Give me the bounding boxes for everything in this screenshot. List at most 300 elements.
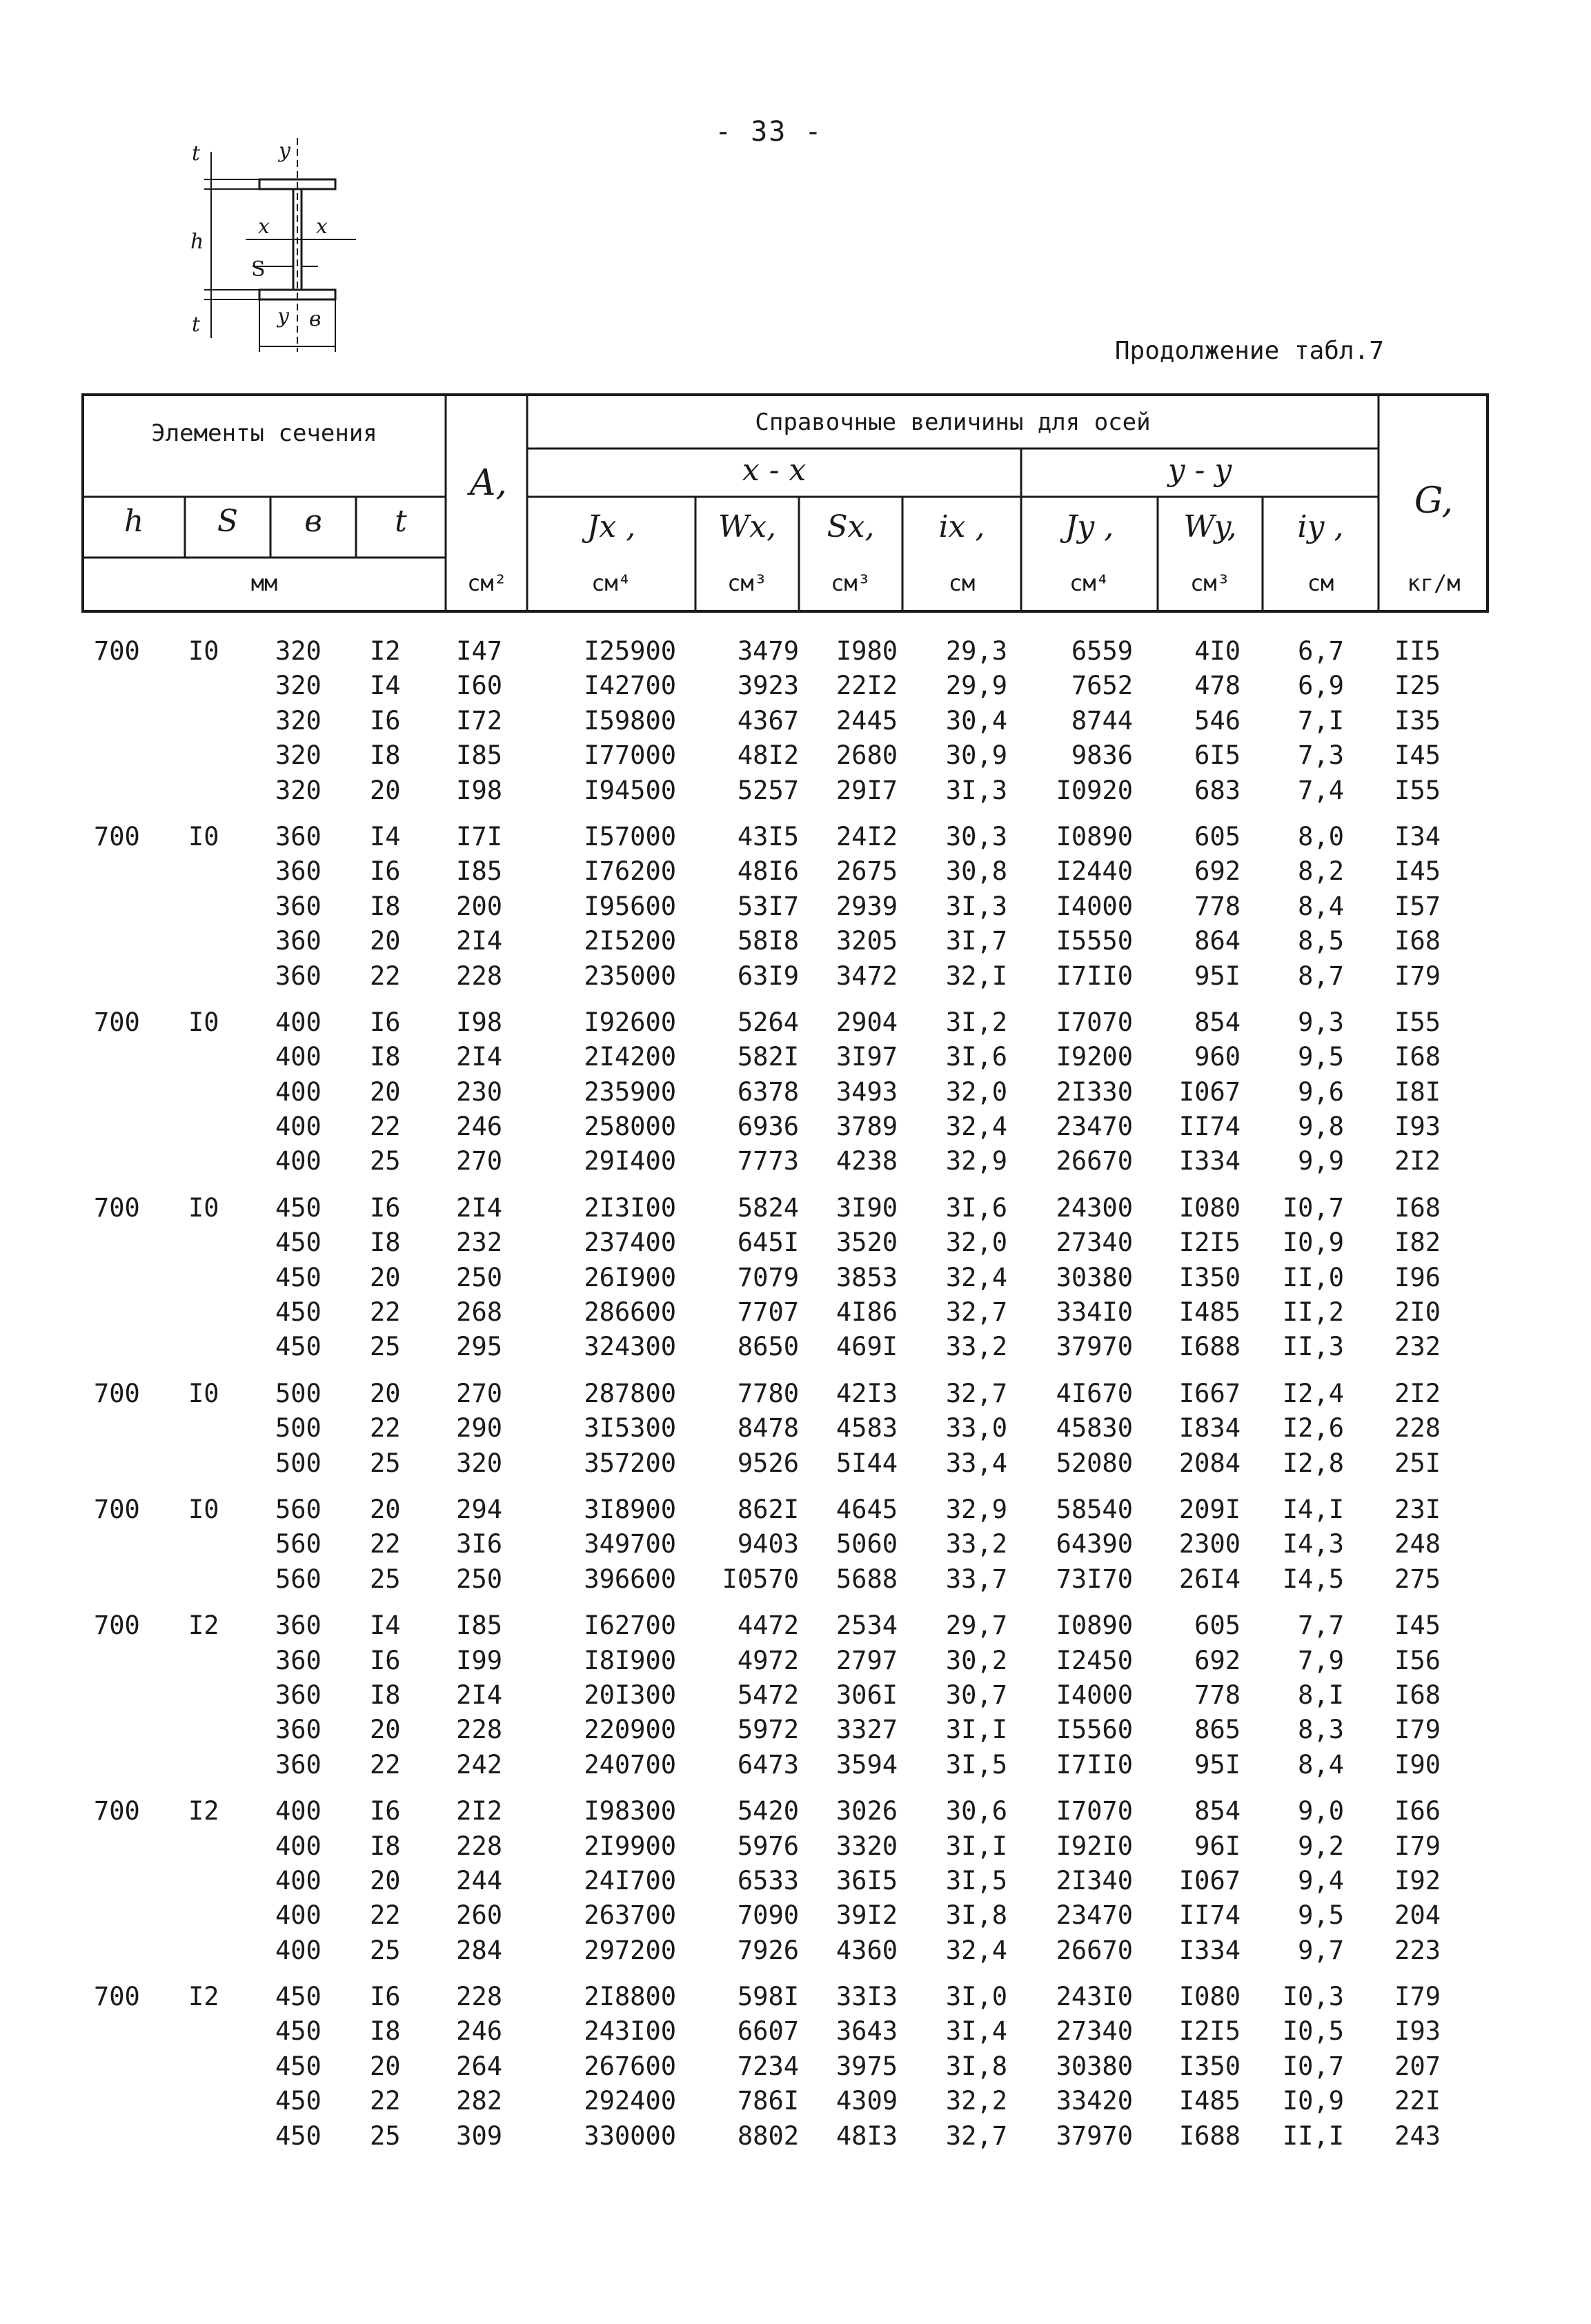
row-group bbox=[81, 1490, 1489, 1595]
cell-Wy: 4I0 bbox=[1194, 636, 1241, 666]
cell-Wy: 778 bbox=[1194, 1680, 1241, 1710]
table-row bbox=[81, 2117, 1489, 2151]
cell-ix: 3I,5 bbox=[945, 1865, 1007, 1895]
cell-G: I79 bbox=[1394, 961, 1441, 991]
cell-A: 268 bbox=[456, 1297, 502, 1328]
cell-Sx: 39I2 bbox=[836, 1900, 898, 1931]
cell-iy: 8,5 bbox=[1298, 926, 1344, 956]
cell-Iy: 6559 bbox=[1071, 636, 1133, 666]
cell-t: 22 bbox=[370, 1900, 401, 1931]
cell-iy: 9,7 bbox=[1298, 1935, 1344, 1965]
table-row bbox=[81, 1444, 1489, 1479]
cell-ix: 33,2 bbox=[945, 1529, 1007, 1559]
cell-Sx: 3I90 bbox=[836, 1192, 898, 1223]
cell-A: 320 bbox=[456, 1448, 502, 1478]
cell-Iy: I5560 bbox=[1056, 1715, 1133, 1745]
cell-G: 22I bbox=[1394, 2086, 1441, 2116]
cell-Wx: 598I bbox=[737, 1982, 799, 2012]
cell-ix: 32,0 bbox=[945, 1228, 1007, 1258]
cell-ix: 32,7 bbox=[945, 1378, 1007, 1408]
cell-Ix: 235900 bbox=[584, 1076, 676, 1107]
cell-A: 290 bbox=[456, 1413, 502, 1444]
cell-b: 400 bbox=[275, 1146, 322, 1176]
cell-iy: II,3 bbox=[1282, 1332, 1344, 1362]
cell-Iy: 27340 bbox=[1056, 2016, 1133, 2047]
cell-iy: 9,6 bbox=[1298, 1076, 1344, 1107]
figure-label-b: в bbox=[309, 307, 322, 331]
cell-t: I6 bbox=[370, 1007, 401, 1037]
cell-Wy: I067 bbox=[1178, 1076, 1241, 1107]
cell-Wy: I485 bbox=[1178, 1297, 1241, 1328]
cell-Wy: I2I5 bbox=[1178, 2016, 1241, 2047]
cell-b: 320 bbox=[275, 671, 322, 701]
cell-Ix: I59800 bbox=[584, 705, 676, 736]
cell-ix: 30,2 bbox=[945, 1645, 1007, 1675]
cell-Sx: 4I86 bbox=[836, 1297, 898, 1328]
cell-iy: I2,6 bbox=[1282, 1413, 1344, 1444]
cell-Ix: 243I00 bbox=[584, 2016, 676, 2047]
cell-Wx: 5257 bbox=[737, 775, 799, 805]
i-beam-section-diagram bbox=[163, 131, 370, 359]
table-row bbox=[81, 1328, 1489, 1362]
cell-t: I6 bbox=[370, 705, 401, 736]
cell-iy: I0,9 bbox=[1282, 2086, 1344, 2116]
cell-b: 400 bbox=[275, 1796, 322, 1826]
cell-b: 450 bbox=[275, 1297, 322, 1328]
cell-Iy: I7II0 bbox=[1056, 961, 1133, 991]
cell-iy: 9,9 bbox=[1298, 1146, 1344, 1176]
cell-Sx: 33I3 bbox=[836, 1982, 898, 2012]
table-row bbox=[81, 818, 1489, 852]
cell-Wx: 7780 bbox=[737, 1378, 799, 1408]
cell-Sx: 3026 bbox=[836, 1796, 898, 1826]
cell-b: 400 bbox=[275, 1935, 322, 1965]
cell-Iy: 26670 bbox=[1056, 1146, 1133, 1176]
cell-s: I2 bbox=[188, 1796, 219, 1826]
row-group bbox=[81, 1375, 1489, 1479]
cell-Wy: 95I bbox=[1194, 961, 1241, 991]
table-row bbox=[81, 1606, 1489, 1641]
row-group bbox=[81, 818, 1489, 992]
cell-iy: 8,4 bbox=[1298, 891, 1344, 921]
table-row bbox=[81, 2047, 1489, 2082]
cell-A: I98 bbox=[456, 775, 502, 805]
cell-iy: I4,3 bbox=[1282, 1529, 1344, 1559]
cell-Sx: 3853 bbox=[836, 1262, 898, 1292]
cell-s: I2 bbox=[188, 1982, 219, 2012]
cell-Iy: 2I340 bbox=[1056, 1865, 1133, 1895]
figure-label-y-bottom: y bbox=[277, 304, 289, 328]
cell-Wx: 7773 bbox=[737, 1146, 799, 1176]
cell-b: 360 bbox=[275, 926, 322, 956]
cell-Ix: 29I400 bbox=[584, 1146, 676, 1176]
cell-b: 400 bbox=[275, 1831, 322, 1861]
cell-Wy: 26I4 bbox=[1178, 1564, 1241, 1594]
header-col-G: G, bbox=[1414, 480, 1454, 522]
cell-ix: 32,0 bbox=[945, 1076, 1007, 1107]
cell-s: I0 bbox=[188, 1494, 219, 1524]
cell-Iy: 23470 bbox=[1056, 1900, 1133, 1931]
cell-ix: 30,8 bbox=[945, 856, 1007, 887]
cell-Ix: 3I8900 bbox=[584, 1494, 676, 1524]
cell-Sx: 5060 bbox=[836, 1529, 898, 1559]
cell-b: 360 bbox=[275, 1611, 322, 1641]
header-col-Wx: Wx, bbox=[718, 509, 777, 544]
cell-G: I96 bbox=[1394, 1262, 1441, 1292]
cell-Iy: I7070 bbox=[1056, 1796, 1133, 1826]
table-row bbox=[81, 1038, 1489, 1072]
page-number: - 33 - bbox=[715, 116, 823, 148]
header-col-h: h bbox=[123, 504, 144, 539]
cell-b: 450 bbox=[275, 2086, 322, 2116]
cell-Iy: I5550 bbox=[1056, 926, 1133, 956]
cell-ix: 3I,7 bbox=[945, 926, 1007, 956]
cell-ix: 32,I bbox=[945, 961, 1007, 991]
cell-Wy: I2I5 bbox=[1178, 1228, 1241, 1258]
cell-Iy: 58540 bbox=[1056, 1494, 1133, 1524]
cell-Wx: 4472 bbox=[737, 1611, 799, 1641]
cell-iy: 8,0 bbox=[1298, 821, 1344, 851]
cell-A: 250 bbox=[456, 1262, 502, 1292]
cell-b: 560 bbox=[275, 1564, 322, 1594]
header-reference-values: Справочные величины для осей bbox=[755, 408, 1151, 436]
cell-h: 700 bbox=[94, 1796, 140, 1826]
cell-Wy: 683 bbox=[1194, 775, 1241, 805]
cell-iy: 9,3 bbox=[1298, 1007, 1344, 1037]
cell-G: I79 bbox=[1394, 1831, 1441, 1861]
cell-t: 22 bbox=[370, 1112, 401, 1142]
cell-h: 700 bbox=[94, 1611, 140, 1641]
table-continuation-label: Продолжение табл.7 bbox=[1114, 337, 1384, 365]
table-row bbox=[81, 1978, 1489, 2012]
cell-G: I56 bbox=[1394, 1645, 1441, 1675]
cell-Ix: I25900 bbox=[584, 636, 676, 666]
cell-Sx: 5688 bbox=[836, 1564, 898, 1594]
cell-Wx: 5972 bbox=[737, 1715, 799, 1745]
header-unit-A: см² bbox=[467, 570, 507, 596]
cell-Wx: 5976 bbox=[737, 1831, 799, 1861]
cell-Wx: 6607 bbox=[737, 2016, 799, 2047]
cell-Iy: I0890 bbox=[1056, 1611, 1133, 1641]
cell-A: 270 bbox=[456, 1146, 502, 1176]
cell-iy: 8,2 bbox=[1298, 856, 1344, 887]
cell-ix: 3I,8 bbox=[945, 1900, 1007, 1931]
table-row bbox=[81, 1560, 1489, 1595]
cell-Sx: 2675 bbox=[836, 856, 898, 887]
cell-ix: 32,4 bbox=[945, 1935, 1007, 1965]
cell-b: 400 bbox=[275, 1865, 322, 1895]
cell-Wx: 582I bbox=[737, 1042, 799, 1072]
cell-Wy: 605 bbox=[1194, 821, 1241, 851]
cell-Sx: 2534 bbox=[836, 1611, 898, 1641]
cell-ix: 3I,I bbox=[945, 1831, 1007, 1861]
cell-Sx: 2680 bbox=[836, 740, 898, 771]
cell-b: 450 bbox=[275, 1332, 322, 1362]
cell-b: 450 bbox=[275, 2051, 322, 2081]
cell-Ix: 2I8800 bbox=[584, 1982, 676, 2012]
cell-A: 228 bbox=[456, 1715, 502, 1745]
cell-Ix: 2I3I00 bbox=[584, 1192, 676, 1223]
cell-Wy: I080 bbox=[1178, 1982, 1241, 2012]
header-unit-Sx: см³ bbox=[831, 570, 871, 596]
cell-Iy: 23470 bbox=[1056, 1112, 1133, 1142]
cell-A: 295 bbox=[456, 1332, 502, 1362]
cell-iy: 8,I bbox=[1298, 1680, 1344, 1710]
header-unit-Wy: см³ bbox=[1190, 570, 1230, 596]
cell-A: 270 bbox=[456, 1378, 502, 1408]
cell-iy: 8,7 bbox=[1298, 961, 1344, 991]
cell-b: 450 bbox=[275, 1262, 322, 1292]
table-row bbox=[81, 1293, 1489, 1328]
cell-G: 2I2 bbox=[1394, 1146, 1441, 1176]
figure-label-x-right: x bbox=[316, 215, 328, 239]
cell-Iy: I0920 bbox=[1056, 775, 1133, 805]
table-row bbox=[81, 1223, 1489, 1258]
cell-Wy: 546 bbox=[1194, 705, 1241, 736]
cell-ix: 32,2 bbox=[945, 2086, 1007, 2116]
cell-iy: I0,3 bbox=[1282, 1982, 1344, 2012]
cell-Sx: 2939 bbox=[836, 891, 898, 921]
cell-Wy: 2300 bbox=[1178, 1529, 1241, 1559]
cell-ix: 3I,3 bbox=[945, 891, 1007, 921]
table-row bbox=[81, 887, 1489, 922]
cell-G: I90 bbox=[1394, 1749, 1441, 1780]
cell-Iy: 334I0 bbox=[1056, 1297, 1133, 1328]
cell-iy: 8,4 bbox=[1298, 1749, 1344, 1780]
cell-h: 700 bbox=[94, 1007, 140, 1037]
header-unit-Ix: см⁴ bbox=[591, 570, 631, 596]
cell-b: 360 bbox=[275, 1645, 322, 1675]
cell-G: 2I0 bbox=[1394, 1297, 1441, 1328]
cell-b: 360 bbox=[275, 821, 322, 851]
cell-Wx: 9403 bbox=[737, 1529, 799, 1559]
cell-G: 25I bbox=[1394, 1448, 1441, 1478]
cell-Sx: 3594 bbox=[836, 1749, 898, 1780]
cell-Ix: 297200 bbox=[584, 1935, 676, 1965]
cell-iy: I0,5 bbox=[1282, 2016, 1344, 2047]
figure-label-h: h bbox=[190, 230, 204, 254]
cell-t: 22 bbox=[370, 1749, 401, 1780]
table-row bbox=[81, 667, 1489, 701]
cell-b: 360 bbox=[275, 891, 322, 921]
cell-Iy: 9836 bbox=[1071, 740, 1133, 771]
cell-G: 275 bbox=[1394, 1564, 1441, 1594]
cell-Ix: I77000 bbox=[584, 740, 676, 771]
cell-Wy: 854 bbox=[1194, 1007, 1241, 1037]
cell-Sx: 3493 bbox=[836, 1076, 898, 1107]
cell-Ix: 240700 bbox=[584, 1749, 676, 1780]
cell-Iy: I7070 bbox=[1056, 1007, 1133, 1037]
cell-Ix: 26I900 bbox=[584, 1262, 676, 1292]
cell-Sx: 4309 bbox=[836, 2086, 898, 2116]
cell-A: 294 bbox=[456, 1494, 502, 1524]
cell-Sx: 469I bbox=[836, 1332, 898, 1362]
cell-G: 243 bbox=[1394, 2120, 1441, 2151]
cell-t: I8 bbox=[370, 2016, 401, 2047]
cell-Sx: 3327 bbox=[836, 1715, 898, 1745]
cell-Sx: 4360 bbox=[836, 1935, 898, 1965]
cell-b: 450 bbox=[275, 2120, 322, 2151]
cell-Sx: 2797 bbox=[836, 1645, 898, 1675]
header-col-Sx: Sx, bbox=[827, 509, 875, 544]
header-col-ix: ix , bbox=[938, 509, 985, 544]
cell-Sx: 3320 bbox=[836, 1831, 898, 1861]
cell-Iy: 26670 bbox=[1056, 1935, 1133, 1965]
cell-Iy: 30380 bbox=[1056, 1262, 1133, 1292]
cell-Wx: 3923 bbox=[737, 671, 799, 701]
cell-b: 400 bbox=[275, 1076, 322, 1107]
cell-h: 700 bbox=[94, 821, 140, 851]
cell-A: I85 bbox=[456, 1611, 502, 1641]
figure-label-x-left: x bbox=[258, 215, 270, 239]
cell-Ix: I92600 bbox=[584, 1007, 676, 1037]
cell-Sx: 3789 bbox=[836, 1112, 898, 1142]
figure-label-t-top: t bbox=[192, 141, 201, 166]
table-row bbox=[81, 1107, 1489, 1142]
cell-Iy: 37970 bbox=[1056, 2120, 1133, 2151]
header-axis-x: x - x bbox=[742, 453, 807, 488]
cell-Wy: 478 bbox=[1194, 671, 1241, 701]
cell-A: 260 bbox=[456, 1900, 502, 1931]
cell-iy: 6,7 bbox=[1298, 636, 1344, 666]
cell-Wx: 43I5 bbox=[737, 821, 799, 851]
cell-t: I6 bbox=[370, 1645, 401, 1675]
cell-A: 284 bbox=[456, 1935, 502, 1965]
cell-Wx: 48I2 bbox=[737, 740, 799, 771]
cell-Wy: 96I bbox=[1194, 1831, 1241, 1861]
cell-Wx: 6473 bbox=[737, 1749, 799, 1780]
table-row bbox=[81, 1003, 1489, 1038]
cell-Sx: 4583 bbox=[836, 1413, 898, 1444]
cell-Wx: 5472 bbox=[737, 1680, 799, 1710]
cell-Sx: 3975 bbox=[836, 2051, 898, 2081]
cell-Sx: 42I3 bbox=[836, 1378, 898, 1408]
cell-Wx: 7079 bbox=[737, 1262, 799, 1292]
cell-A: 282 bbox=[456, 2086, 502, 2116]
cell-t: 20 bbox=[370, 1494, 401, 1524]
cell-Wy: 6I5 bbox=[1194, 740, 1241, 771]
table-row bbox=[81, 1792, 1489, 1826]
cell-Ix: I8I900 bbox=[584, 1645, 676, 1675]
cell-Wy: I688 bbox=[1178, 2120, 1241, 2151]
cell-ix: 30,4 bbox=[945, 705, 1007, 736]
cell-Ix: 286600 bbox=[584, 1297, 676, 1328]
header-col-t: t bbox=[395, 504, 407, 539]
cell-A: 232 bbox=[456, 1228, 502, 1258]
cell-b: 450 bbox=[275, 1228, 322, 1258]
cell-Ix: 235000 bbox=[584, 961, 676, 991]
cell-iy: 8,3 bbox=[1298, 1715, 1344, 1745]
cell-Wy: I067 bbox=[1178, 1865, 1241, 1895]
cell-G: 228 bbox=[1394, 1413, 1441, 1444]
cell-G: I68 bbox=[1394, 1680, 1441, 1710]
cell-Wx: I0570 bbox=[722, 1564, 799, 1594]
cell-ix: 3I,5 bbox=[945, 1749, 1007, 1780]
cell-ix: 32,4 bbox=[945, 1112, 1007, 1142]
cell-b: 360 bbox=[275, 1715, 322, 1745]
cell-iy: II,I bbox=[1282, 2120, 1344, 2151]
cell-Wy: 692 bbox=[1194, 856, 1241, 887]
cell-Ix: 292400 bbox=[584, 2086, 676, 2116]
cell-Ix: 20I300 bbox=[584, 1680, 676, 1710]
cell-t: 25 bbox=[370, 1935, 401, 1965]
cell-G: 207 bbox=[1394, 2051, 1441, 2081]
cell-ix: 3I,I bbox=[945, 1715, 1007, 1745]
cell-iy: I0,9 bbox=[1282, 1228, 1344, 1258]
figure-label-s: S bbox=[251, 257, 266, 282]
cell-Sx: 306I bbox=[836, 1680, 898, 1710]
cell-ix: 32,7 bbox=[945, 2120, 1007, 2151]
cell-Ix: I95600 bbox=[584, 891, 676, 921]
cell-Wy: 95I bbox=[1194, 1749, 1241, 1780]
cell-G: I79 bbox=[1394, 1982, 1441, 2012]
cell-G: 204 bbox=[1394, 1900, 1441, 1931]
cell-Ix: 263700 bbox=[584, 1900, 676, 1931]
cell-b: 560 bbox=[275, 1529, 322, 1559]
cell-Ix: 2I9900 bbox=[584, 1831, 676, 1861]
cell-Wy: I667 bbox=[1178, 1378, 1241, 1408]
cell-Wy: I350 bbox=[1178, 1262, 1241, 1292]
cell-t: 20 bbox=[370, 1076, 401, 1107]
cell-Iy: I4000 bbox=[1056, 891, 1133, 921]
cell-Wy: 864 bbox=[1194, 926, 1241, 956]
cell-G: 223 bbox=[1394, 1935, 1441, 1965]
row-group bbox=[81, 632, 1489, 806]
cell-Iy: 24300 bbox=[1056, 1192, 1133, 1223]
cell-b: 320 bbox=[275, 705, 322, 736]
cell-Ix: 24I700 bbox=[584, 1865, 676, 1895]
cell-Ix: 3I5300 bbox=[584, 1413, 676, 1444]
cell-ix: 32,7 bbox=[945, 1297, 1007, 1328]
cell-A: 3I6 bbox=[456, 1529, 502, 1559]
cell-ix: 32,9 bbox=[945, 1494, 1007, 1524]
cell-Sx: 5I44 bbox=[836, 1448, 898, 1478]
cell-Wy: I688 bbox=[1178, 1332, 1241, 1362]
cell-t: I8 bbox=[370, 1042, 401, 1072]
cell-t: 20 bbox=[370, 1262, 401, 1292]
cell-iy: I2,4 bbox=[1282, 1378, 1344, 1408]
cell-Sx: 2445 bbox=[836, 705, 898, 736]
table-header bbox=[81, 393, 1489, 614]
cell-Iy: 64390 bbox=[1056, 1529, 1133, 1559]
cell-Wx: 7926 bbox=[737, 1935, 799, 1965]
cell-Wy: I080 bbox=[1178, 1192, 1241, 1223]
cell-b: 450 bbox=[275, 1192, 322, 1223]
cell-G: I57 bbox=[1394, 891, 1441, 921]
cell-Wx: 4367 bbox=[737, 705, 799, 736]
cell-Sx: 3205 bbox=[836, 926, 898, 956]
cell-Ix: 357200 bbox=[584, 1448, 676, 1478]
table-row bbox=[81, 632, 1489, 667]
cell-Wx: 6378 bbox=[737, 1076, 799, 1107]
row-group bbox=[81, 1003, 1489, 1177]
cell-s: I0 bbox=[188, 636, 219, 666]
cell-A: 264 bbox=[456, 2051, 502, 2081]
table-row bbox=[81, 1896, 1489, 1931]
cell-Wx: 48I6 bbox=[737, 856, 799, 887]
cell-t: I8 bbox=[370, 1831, 401, 1861]
cell-Sx: 3643 bbox=[836, 2016, 898, 2047]
cell-ix: 33,0 bbox=[945, 1413, 1007, 1444]
cell-Wx: 7234 bbox=[737, 2051, 799, 2081]
header-unit-mm: мм bbox=[250, 570, 278, 596]
cell-G: 2I2 bbox=[1394, 1378, 1441, 1408]
header-col-Wy: Wy, bbox=[1183, 509, 1237, 544]
cell-G: I92 bbox=[1394, 1865, 1441, 1895]
cell-b: 500 bbox=[275, 1448, 322, 1478]
cell-t: I2 bbox=[370, 636, 401, 666]
table-body bbox=[81, 632, 1489, 2163]
